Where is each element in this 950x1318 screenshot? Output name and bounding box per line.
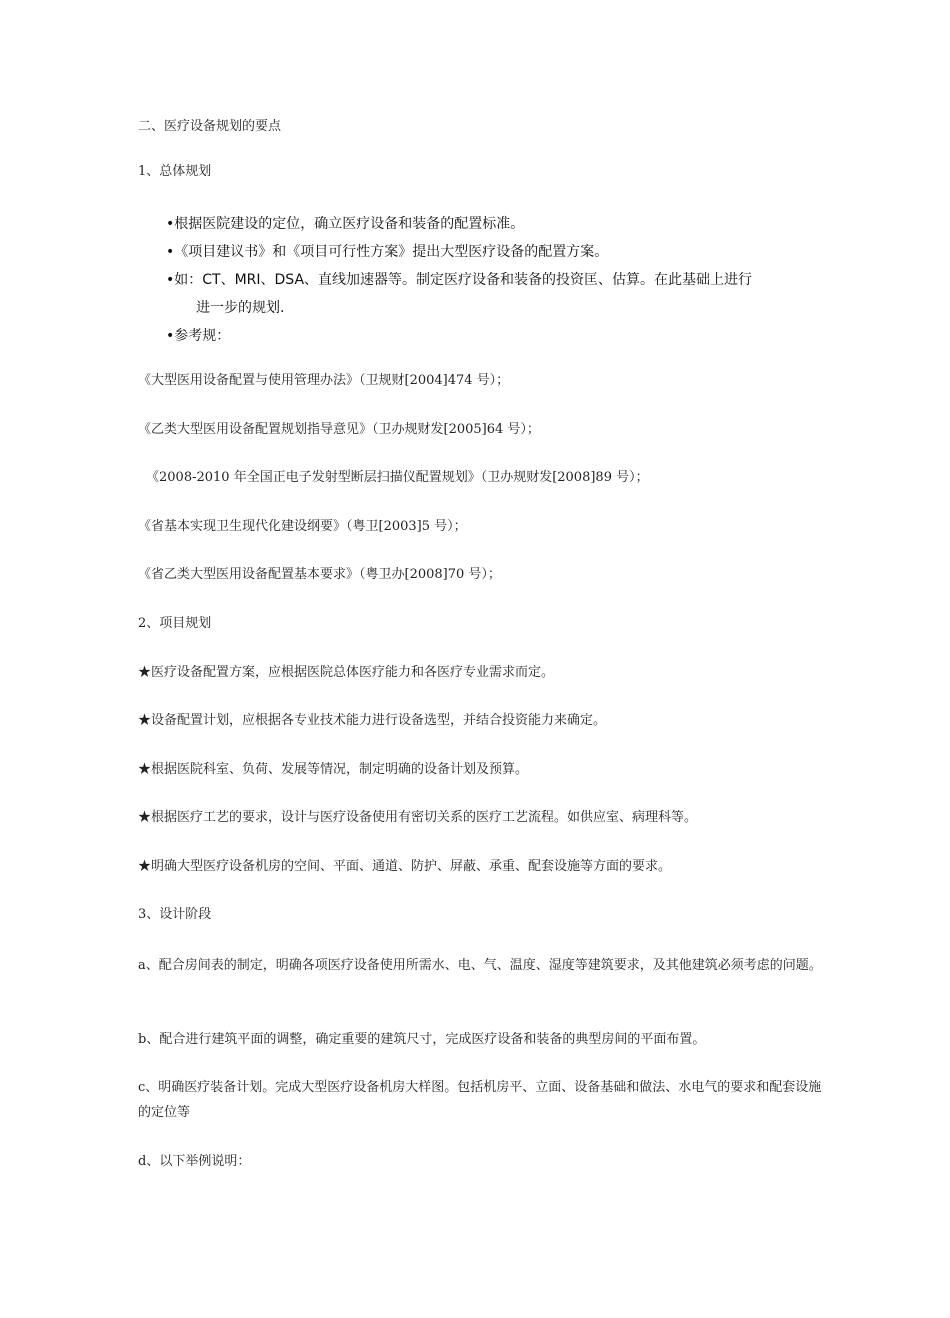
bullet-item: •如：CT、MRI、DSA、直线加速器等。制定医疗设备和装备的投资匡、估算。在此基础上进行 <box>166 272 753 288</box>
design-item-a: a、配合房间表的制定，明确各项医疗设备使用所需水、电、气、温度、湿度等建筑要求，及其他建筑必须考虑的问题。 <box>138 958 822 973</box>
section-heading: 二、医疗设备规划的要点 <box>138 119 282 134</box>
design-item-b: b、配合进行建筑平面的调整，确定重要的建筑尺寸，完成医疗设备和装备的典型房间的平面布置。 <box>138 1032 706 1047</box>
section-1-title: 1、总体规划 <box>138 164 212 179</box>
star-item: ★设备配置计划，应根据各专业技术能力进行设备选型，并结合投资能力来确定。 <box>138 713 607 728</box>
reference-item: 《2008-2010 年全国正电子发射型断层扫描仪配置规划》（卫办规财发[2008]89 号）； <box>146 470 649 485</box>
reference-item: 《省基本实现卫生现代化建设纲要》（粤卫[2003]5 号）； <box>138 519 467 534</box>
reference-item: 《乙类大型医用设备配置规划指导意见》（卫办规财发[2005]64 号）； <box>138 422 540 437</box>
bullet-item: •《项目建议书》和《项目可行性方案》提出大型医疗设备的配置方案。 <box>166 244 609 260</box>
bullet-item: •参考规： <box>166 328 231 344</box>
reference-item: 《省乙类大型医用设备配置基本要求》（粤卫办[2008]70 号）； <box>138 567 501 582</box>
star-item: ★医疗设备配置方案，应根据医院总体医疗能力和各医疗专业需求而定。 <box>138 665 555 680</box>
design-item-d: d、以下举例说明： <box>138 1154 251 1169</box>
star-item: ★根据医疗工艺的要求，设计与医疗设备使用有密切关系的医疗工艺流程。如供应室、病理科等。 <box>138 810 698 825</box>
section-2-title: 2、项目规划 <box>138 616 212 631</box>
bullet-item: •根据医院建设的定位，确立医疗设备和装备的配置标准。 <box>166 216 525 232</box>
design-item-c: c、明确医疗装备计划。完成大型医疗设备机房大样图。包括机房平、立面、设备基础和做法、水电气的要求和配套设施的定位等 <box>138 1080 822 1120</box>
bullet-item-continuation: 进一步的规划. <box>196 300 285 316</box>
section-3-title: 3、设计阶段 <box>138 907 212 922</box>
star-item: ★根据医院科室、负荷、发展等情况，制定明确的设备计划及预算。 <box>138 762 529 777</box>
star-item: ★明确大型医疗设备机房的空间、平面、通道、防护、屏蔽、承重、配套设施等方面的要求。 <box>138 859 672 874</box>
reference-item: 《大型医用设备配置与使用管理办法》（卫规财[2004]474 号）； <box>138 373 510 388</box>
bullet-list <box>166 210 752 350</box>
